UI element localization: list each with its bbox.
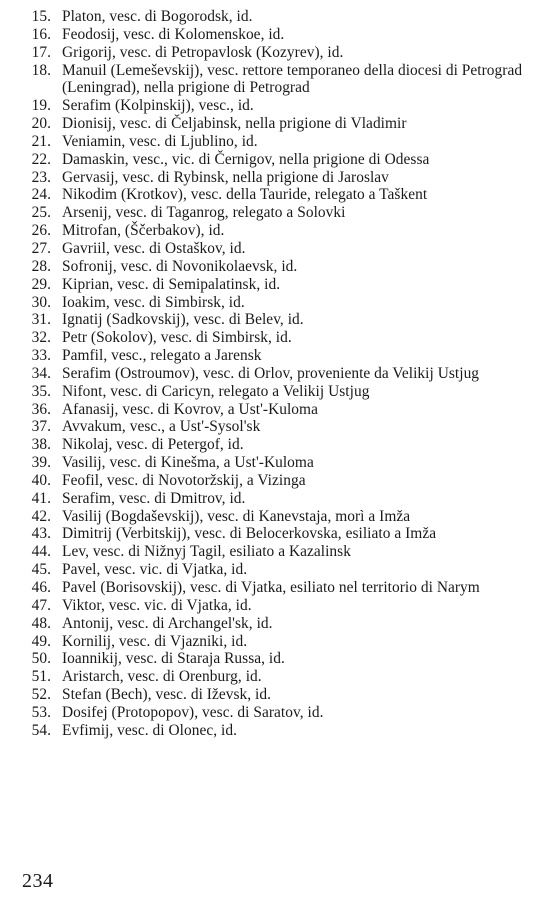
list-item: [22, 508, 542, 526]
entry-number: 38.: [31, 436, 51, 454]
entry-number: 51.: [31, 668, 51, 686]
list-item: [22, 276, 542, 294]
list-item: [22, 668, 542, 686]
entry-number: 33.: [31, 347, 51, 365]
entry-number: 18.: [31, 61, 51, 79]
list-item: [22, 704, 542, 722]
entry-text: Pavel (Borisovskij), vesc. di Vjatka, esiliato nel territorio di Narym: [62, 579, 480, 596]
list-item: [22, 258, 542, 276]
entry-text: Dosifej (Protopopov), vesc. di Saratov, id.: [62, 703, 324, 721]
list-item: [22, 169, 542, 187]
list-item: [22, 525, 542, 543]
list-item: [22, 115, 542, 133]
entry-number: 44.: [31, 543, 51, 561]
entry-text: Pavel, vesc. vic. di Vjatka, id.: [62, 561, 248, 579]
entry-number: 29.: [31, 275, 51, 293]
list-item: [22, 615, 542, 633]
entry-text: Kornilij, vesc. di Vjazniki, id.: [62, 632, 248, 650]
entry-number: 34.: [31, 364, 51, 382]
entry-text: Arsenij, vesc. di Taganrog, relegato a Solovki: [62, 204, 346, 222]
entry-text: Evfimij, vesc. di Olonec, id.: [62, 721, 237, 739]
entry-text: Dimitrij (Verbitskij), vesc. di Belocerkovska, esiliato a Imža: [62, 525, 437, 543]
entry-text: Sofronij, vesc. di Novonikolaevsk, id.: [62, 257, 298, 275]
list-item: [22, 62, 542, 98]
entry-number: 23.: [31, 168, 51, 186]
entry-text: Feofil, vesc. di Novotoržskij, a Vizinga: [62, 471, 306, 489]
entry-number: 27.: [31, 239, 51, 257]
entry-text: Pamfil, vesc., relegato a Jarensk: [62, 347, 262, 365]
list-item: [22, 311, 542, 329]
entry-text: Afanasij, vesc. di Kovrov, a Ust'-Kuloma: [62, 400, 318, 418]
entry-number: 16.: [31, 25, 51, 43]
entry-text: Viktor, vesc. vic. di Vjatka, id.: [62, 596, 252, 614]
list-item: [22, 561, 542, 579]
entry-number: 37.: [31, 418, 51, 436]
page-number: 234: [22, 870, 54, 892]
list-item: [22, 418, 542, 436]
entry-number: 35.: [31, 382, 51, 400]
entry-text: Gervasij, vesc. di Rybinsk, nella prigione di Jaroslav: [62, 168, 389, 186]
list-item: [22, 97, 542, 115]
entry-number: 40.: [31, 471, 51, 489]
entry-number: 48.: [31, 614, 51, 632]
entry-text: Mitrofan, (Ščerbakov), id.: [62, 222, 225, 240]
entry-number: 17.: [31, 43, 51, 61]
entry-number: 42.: [31, 507, 51, 525]
list-item: [22, 436, 542, 454]
list-item: [22, 686, 542, 704]
entry-text: Ioakim, vesc. di Simbirsk, id.: [62, 293, 245, 311]
list-item: [22, 722, 542, 740]
list-item: [22, 633, 542, 651]
entry-text: Serafim (Kolpinskij), vesc., id.: [62, 97, 254, 115]
entry-number: 19.: [31, 97, 51, 115]
entry-number: 25.: [31, 204, 51, 222]
entry-text: Serafim, vesc. di Dmitrov, id.: [62, 489, 246, 507]
entry-text: Vasilij (Bogdaševskij), vesc. di Kanevstaja, morì a Imža: [62, 507, 411, 525]
entry-number: 53.: [31, 703, 51, 721]
entry-text: Vasilij, vesc. di Kinešma, a Ust'-Kuloma: [62, 454, 314, 472]
list-item: [22, 204, 542, 222]
entry-number: 32.: [31, 329, 51, 347]
list-item: [22, 454, 542, 472]
entry-number: 52.: [31, 686, 51, 704]
entry-text: Serafim (Ostroumov), vesc. di Orlov, proveniente da Velikij Ustjug: [62, 364, 480, 382]
list-item: [22, 650, 542, 668]
entry-number: 49.: [31, 632, 51, 650]
entry-number: 39.: [31, 454, 51, 472]
entry-number: 21.: [31, 132, 51, 150]
entry-number: 31.: [31, 311, 51, 329]
entry-text: Aristarch, vesc. di Orenburg, id.: [62, 668, 262, 686]
entry-number: 50.: [31, 650, 51, 668]
entry-text: Avvakum, vesc., a Ust'-Sysol'sk: [62, 418, 261, 436]
entry-text: Feodosij, vesc. di Kolomenskoe, id.: [62, 25, 285, 43]
entry-text: Manuil (Lemeševskij), vesc. rettore temporaneo della diocesi di Petrograd (Leningrad), nella prigione di Petrograd: [62, 61, 523, 97]
list-item: [22, 597, 542, 615]
entry-text: Antonij, vesc. di Archangel'sk, id.: [62, 614, 273, 632]
list-item: [22, 133, 542, 151]
entry-text: Grigorij, vesc. di Petropavlosk (Kozyrev), id.: [62, 43, 344, 61]
entry-number: 36.: [31, 400, 51, 418]
list-item: [22, 186, 542, 204]
list-item: [22, 383, 542, 401]
entry-text: Platon, vesc. di Bogorodsk, id.: [62, 8, 253, 25]
list-item: [22, 490, 542, 508]
list-item: [22, 579, 542, 597]
list-item: [22, 151, 542, 169]
list-item: [22, 26, 542, 44]
list-item: [22, 222, 542, 240]
entry-number: 28.: [31, 257, 51, 275]
entry-number: 30.: [31, 293, 51, 311]
entry-text: Stefan (Bech), vesc. di Iževsk, id.: [62, 686, 272, 704]
entry-number: 46.: [31, 579, 51, 596]
list-item: [22, 294, 542, 312]
entry-number: 24.: [31, 186, 51, 204]
entry-text: Petr (Sokolov), vesc. di Simbirsk, id.: [62, 329, 292, 347]
list-item: [22, 44, 542, 62]
list-item: [22, 8, 542, 26]
entry-text: Veniamin, vesc. di Ljublino, id.: [62, 132, 258, 150]
entry-number: 54.: [31, 721, 51, 739]
list-item: [22, 401, 542, 419]
entry-number: 20.: [31, 115, 51, 133]
entry-text: Kiprian, vesc. di Semipalatinsk, id.: [62, 275, 281, 293]
bishops-list: [22, 8, 542, 740]
list-item: [22, 329, 542, 347]
entry-text: Ignatij (Sadkovskij), vesc. di Belev, id.: [62, 311, 304, 329]
list-item: [22, 365, 542, 383]
entry-text: Dionisij, vesc. di Čeljabinsk, nella prigione di Vladimir: [62, 115, 407, 133]
entry-text: Lev, vesc. di Nižnyj Tagil, esiliato a Kazalinsk: [62, 543, 351, 561]
list-item: [22, 240, 542, 258]
entry-text: Ioannikij, vesc. di Staraja Russa, id.: [62, 650, 285, 668]
entry-text: Nikolaj, vesc. di Petergof, id.: [62, 436, 244, 454]
entry-number: 43.: [31, 525, 51, 543]
entry-text: Damaskin, vesc., vic. di Černigov, nella prigione di Odessa: [62, 150, 430, 168]
entry-number: 41.: [31, 489, 51, 507]
entry-number: 15.: [31, 8, 51, 25]
list-item: [22, 347, 542, 365]
list-item: [22, 472, 542, 490]
entry-number: 26.: [31, 222, 51, 240]
entry-text: Nifont, vesc. di Caricyn, relegato a Velikij Ustjug: [62, 382, 370, 400]
entry-number: 22.: [31, 150, 51, 168]
list-item: [22, 543, 542, 561]
entry-number: 47.: [31, 596, 51, 614]
entry-text: Nikodim (Krotkov), vesc. della Tauride, relegato a Taškent: [62, 186, 428, 204]
entry-number: 45.: [31, 561, 51, 579]
entry-text: Gavriil, vesc. di Ostaškov, id.: [62, 239, 246, 257]
